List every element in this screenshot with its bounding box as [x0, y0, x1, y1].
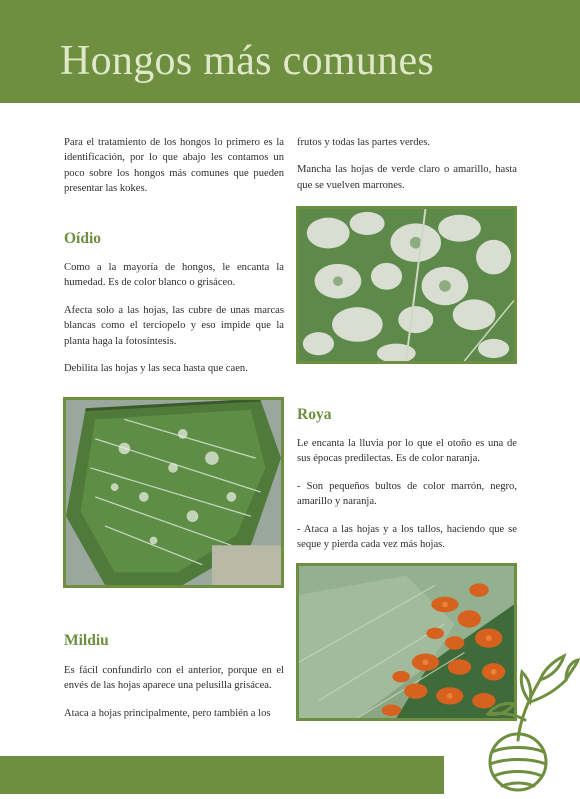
sprout-icon	[470, 640, 580, 794]
mildiu-paragraph-1: Es fácil confundirlo con el anterior, porque en el envés de las hojas aparece una pelusilla grisácea.	[64, 665, 284, 692]
oidio-text	[64, 260, 284, 388]
roya-paragraph-2: - Son pequeños bultos de color marrón, negro, amarillo y naranja.	[297, 480, 517, 508]
header-banner	[0, 0, 580, 103]
oidio-heading: Oídio	[64, 230, 102, 247]
roya-paragraph-3: - Ataca a las hojas y a los tallos, haciendo que se seque y pierda cada vez más hojas.	[297, 523, 517, 551]
mildiu-text	[64, 663, 284, 733]
page-title: Hongos más comunes	[60, 38, 435, 84]
mildiu-continued-paragraph-2: Mancha las hojas de verde claro o amarillo, hasta que se vuelven marrones.	[297, 164, 517, 191]
mildiu-paragraph-2: Ataca a hojas principalmente, pero también a los	[64, 707, 271, 719]
mildiu-continued-paragraph-1: frutos y todas las partes verdes.	[297, 137, 430, 148]
footer-bar	[0, 756, 444, 794]
oidio-leaf-image	[66, 400, 281, 585]
mildiu-continued-text	[297, 135, 517, 205]
plant-sprout-illustration	[470, 640, 580, 794]
mildiu-leaf-image	[299, 209, 514, 361]
mildiu-heading: Mildiu	[64, 632, 109, 649]
oidio-paragraph-1: Como a la mayoría de hongos, le encanta la humedad. Es de color blanco o grisáceo.	[64, 262, 284, 289]
intro-paragraph: Para el tratamiento de los hongos lo primero es la identificación, por lo que abajo les contamos un poco sobre los hongos más comunes que pueden presentar las kokes.	[64, 137, 284, 195]
oidio-paragraph-2: Afecta solo a las hojas, las cubre de unas marcas blancas como el terciopelo y eso impide que la planta haga la fotosíntesis.	[64, 304, 284, 347]
roya-text	[297, 436, 517, 564]
left-column-top	[64, 135, 284, 209]
roya-heading: Roya	[297, 406, 332, 423]
mildiu-photo	[296, 206, 517, 364]
oidio-paragraph-3: Debilita las hojas y las seca hasta que caen.	[64, 363, 248, 375]
roya-paragraph-1: Le encanta la lluvia por lo que el otoño es una de sus épocas predilectas. Es de color naranja.	[297, 438, 517, 465]
oidio-photo	[63, 397, 284, 588]
